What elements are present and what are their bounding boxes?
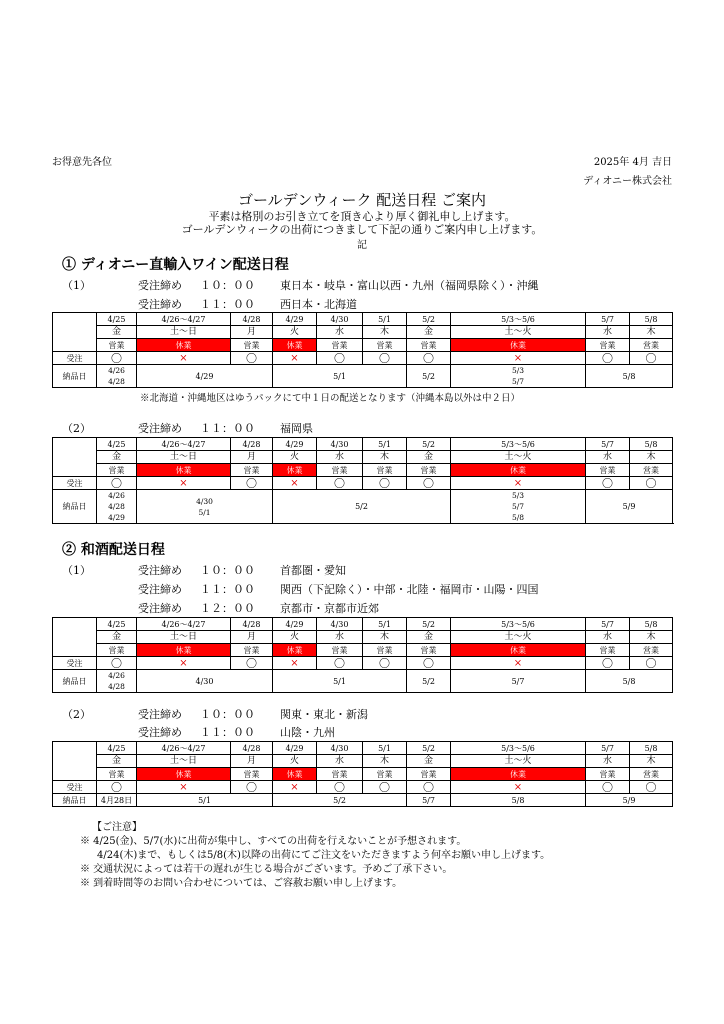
weekday-cell: 土～日 <box>137 451 231 464</box>
date-cell: 4/30 <box>317 742 363 755</box>
weekday-cell: 水 <box>317 631 363 644</box>
cutoff-time: １２：００ <box>200 602 255 615</box>
delivery-cell: 5/1 <box>273 670 407 693</box>
weekday-cell: 金 <box>97 755 137 768</box>
status-cell: 営業 <box>363 339 407 352</box>
status-cell: 営業 <box>97 768 137 781</box>
order-mark: 〇 <box>317 781 363 794</box>
date-cell: 4/26～4/27 <box>137 438 231 451</box>
order-mark: × <box>273 352 317 365</box>
weekday-cell: 金 <box>407 326 451 339</box>
date-cell: 4/29 <box>273 618 317 631</box>
status-cell-closed: 休業 <box>137 644 231 657</box>
status-cell-closed: 休業 <box>273 644 317 657</box>
order-mark: 〇 <box>317 477 363 490</box>
date-cell: 5/7 <box>586 618 630 631</box>
order-mark: 〇 <box>363 477 407 490</box>
note-line: ※ 交通状況によっては若干の遅れが生じる場合がございます。予めご了承下さい。 <box>80 864 453 875</box>
order-mark: 〇 <box>317 657 363 670</box>
weekday-cell: 月 <box>231 631 273 644</box>
delivery-cell: 5/2 <box>273 490 451 524</box>
delivery-cell: 5/8 <box>586 365 673 388</box>
delivery-cell: 5/8 <box>586 670 673 693</box>
order-mark: 〇 <box>407 657 451 670</box>
date-cell: 4/25 <box>97 618 137 631</box>
weekday-cell: 金 <box>407 631 451 644</box>
order-mark: 〇 <box>231 781 273 794</box>
date-cell: 4/30 <box>317 438 363 451</box>
notes-block <box>80 818 550 888</box>
order-mark: 〇 <box>630 352 673 365</box>
weekday-cell: 木 <box>363 326 407 339</box>
order-mark: 〇 <box>231 352 273 365</box>
delivery-cell: 4月28日 <box>97 794 137 807</box>
weekday-cell: 水 <box>586 631 630 644</box>
date-cell: 5/3～5/6 <box>451 438 586 451</box>
s1p2-num: （2） <box>62 422 91 435</box>
status-cell-closed: 休業 <box>137 339 231 352</box>
date-cell: 4/29 <box>273 742 317 755</box>
cutoff-label: 受注締め <box>138 298 182 311</box>
status-cell: 営業 <box>586 339 630 352</box>
order-mark: 〇 <box>317 352 363 365</box>
delivery-cell: 4/26 4/28 <box>97 670 137 693</box>
cutoff-label: 受注締め <box>138 602 182 615</box>
order-mark: × <box>451 781 586 794</box>
notes-heading: 【ご注意】 <box>92 822 142 833</box>
date-cell: 4/29 <box>273 438 317 451</box>
date-cell: 4/26～4/27 <box>137 742 231 755</box>
date-cell: 4/28 <box>231 438 273 451</box>
status-cell-closed: 休業 <box>273 339 317 352</box>
status-cell: 営業 <box>97 464 137 477</box>
s2p2-num: （2） <box>62 708 91 721</box>
order-mark: 〇 <box>97 657 137 670</box>
date-cell: 4/25 <box>97 438 137 451</box>
date-cell: 5/8 <box>630 313 673 326</box>
delivery-cell: 5/2 <box>273 794 407 807</box>
date-cell: 5/2 <box>407 438 451 451</box>
date-cell: 5/1 <box>363 742 407 755</box>
note-line: ※ 到着時間等のお問い合わせについては、ご容赦お願い申し上げます。 <box>80 878 403 889</box>
order-mark: 〇 <box>97 477 137 490</box>
section2-heading: ② 和酒配送日程 <box>62 542 165 558</box>
order-mark: × <box>273 477 317 490</box>
date-cell: 5/7 <box>586 438 630 451</box>
date-cell: 5/3～5/6 <box>451 313 586 326</box>
ki-mark: 記 <box>357 240 367 251</box>
weekday-cell: 月 <box>231 326 273 339</box>
order-mark: × <box>451 352 586 365</box>
order-mark: × <box>137 657 231 670</box>
weekday-cell: 土～火 <box>451 451 586 464</box>
status-cell: 営業 <box>363 644 407 657</box>
weekday-cell: 土～火 <box>451 755 586 768</box>
status-cell: 営業 <box>317 768 363 781</box>
schedule-table-s1p2 <box>52 437 673 524</box>
delivery-cell: 4/26 4/28 <box>97 365 137 388</box>
delivery-cell: 4/26 4/28 4/29 <box>97 490 137 524</box>
cutoff-label: 受注締め <box>138 708 182 721</box>
company-name: ディオニー株式会社 <box>583 176 672 187</box>
order-mark: 〇 <box>586 352 630 365</box>
status-cell: 営業 <box>231 339 273 352</box>
weekday-cell: 木 <box>363 631 407 644</box>
issue-date: 2025年 4月 吉日 <box>593 157 672 168</box>
cutoff-time: １１：００ <box>200 726 255 739</box>
order-mark: 〇 <box>586 477 630 490</box>
status-cell: 営業 <box>317 644 363 657</box>
order-mark: 〇 <box>231 477 273 490</box>
delivery-cell: 5/9 <box>586 490 673 524</box>
delivery-cell: 5/1 <box>273 365 407 388</box>
corner-cell <box>53 618 97 657</box>
delivery-cell: 5/2 <box>407 365 451 388</box>
date-cell: 4/25 <box>97 313 137 326</box>
cutoff-label: 受注締め <box>138 726 182 739</box>
order-mark: × <box>273 657 317 670</box>
delivery-cell: 5/7 <box>451 670 586 693</box>
date-cell: 4/28 <box>231 313 273 326</box>
weekday-cell: 水 <box>586 451 630 464</box>
delivery-cell: 4/30 5/1 <box>137 490 273 524</box>
order-mark: × <box>137 477 231 490</box>
weekday-cell: 土～日 <box>137 326 231 339</box>
delivery-cell: 5/3 5/7 <box>451 365 586 388</box>
delivery-cell: 5/1 <box>137 794 273 807</box>
delivery-cell: 5/2 <box>407 670 451 693</box>
corner-cell <box>53 742 97 781</box>
delivery-cell: 4/30 <box>137 670 273 693</box>
weekday-cell: 土～火 <box>451 326 586 339</box>
status-cell-closed: 休業 <box>137 768 231 781</box>
status-cell: 営業 <box>586 464 630 477</box>
status-cell: 営業 <box>231 768 273 781</box>
weekday-cell: 火 <box>273 326 317 339</box>
status-cell: 営業 <box>407 644 451 657</box>
order-mark: × <box>273 781 317 794</box>
date-cell: 4/30 <box>317 618 363 631</box>
status-cell: 営業 <box>630 644 673 657</box>
weekday-cell: 金 <box>97 451 137 464</box>
cutoff-area: 西日本・北海道 <box>280 298 357 311</box>
weekday-cell: 水 <box>317 755 363 768</box>
status-cell: 営業 <box>231 464 273 477</box>
delivery-label: 納品日 <box>53 365 97 388</box>
weekday-cell: 木 <box>630 631 673 644</box>
cutoff-label: 受注締め <box>138 564 182 577</box>
delivery-cell: 5/9 <box>586 794 673 807</box>
hokkaido-note: ※北海道・沖縄地区はゆうパックにて中１日の配送となります（沖縄本島以外は中２日） <box>140 393 521 404</box>
date-cell: 5/1 <box>363 438 407 451</box>
note-line: ※ 4/25(金)、5/7(水)に出荷が集中し、すべての出荷を行えないことが予想されます。 <box>80 836 467 847</box>
cutoff-area: 首都圏・愛知 <box>280 564 346 577</box>
status-cell: 営業 <box>407 768 451 781</box>
weekday-cell: 金 <box>407 755 451 768</box>
weekday-cell: 土～日 <box>137 631 231 644</box>
cutoff-area: 関東・東北・新潟 <box>280 708 368 721</box>
recipient: お得意先各位 <box>52 157 112 168</box>
weekday-cell: 木 <box>630 451 673 464</box>
order-mark: 〇 <box>630 657 673 670</box>
weekday-cell: 木 <box>630 326 673 339</box>
status-cell-closed: 休業 <box>451 768 586 781</box>
date-cell: 5/2 <box>407 618 451 631</box>
order-mark: × <box>451 477 586 490</box>
schedule-table-s2p1 <box>52 617 673 693</box>
date-cell: 5/1 <box>363 618 407 631</box>
status-cell-closed: 休業 <box>273 464 317 477</box>
order-mark: 〇 <box>407 781 451 794</box>
order-mark: 〇 <box>97 352 137 365</box>
date-cell: 5/2 <box>407 742 451 755</box>
date-cell: 5/8 <box>630 438 673 451</box>
delivery-label: 納品日 <box>53 490 97 524</box>
date-cell: 4/28 <box>231 742 273 755</box>
cutoff-label: 受注締め <box>138 422 182 435</box>
delivery-cell: 5/7 <box>407 794 451 807</box>
cutoff-time: １０：００ <box>200 708 255 721</box>
date-cell: 5/3～5/6 <box>451 742 586 755</box>
intro-line-2: ゴールデンウィークの出荷につきまして下記の通りご案内申し上げます。 <box>181 223 543 236</box>
section1-heading: ① ディオニー直輸入ワイン配送日程 <box>62 257 289 273</box>
order-mark: 〇 <box>586 781 630 794</box>
weekday-cell: 水 <box>317 326 363 339</box>
cutoff-area: 京都市・京都市近郊 <box>280 602 379 615</box>
cutoff-time: １０：００ <box>200 279 255 292</box>
date-cell: 5/7 <box>586 313 630 326</box>
cutoff-label: 受注締め <box>138 583 182 596</box>
weekday-cell: 水 <box>586 755 630 768</box>
note-line: 4/24(木)まで、もしくは5/8(木)以降の出荷にてご注文をいただきますよう何卒お願い申し上げます。 <box>97 850 551 861</box>
weekday-cell: 金 <box>97 326 137 339</box>
weekday-cell: 水 <box>317 451 363 464</box>
intro-line-1: 平素は格別のお引き立てを頂き心より厚く御礼申し上げます。 <box>208 210 516 223</box>
schedule-table-s1p1 <box>52 312 673 388</box>
order-mark: × <box>451 657 586 670</box>
status-cell: 営業 <box>97 339 137 352</box>
status-cell: 営業 <box>317 339 363 352</box>
order-mark: 〇 <box>97 781 137 794</box>
status-cell-closed: 休業 <box>137 464 231 477</box>
order-mark: 〇 <box>363 781 407 794</box>
schedule-table-s2p2 <box>52 741 673 807</box>
weekday-cell: 水 <box>586 326 630 339</box>
status-cell-closed: 休業 <box>451 644 586 657</box>
delivery-cell: 5/8 <box>451 794 586 807</box>
order-mark: 〇 <box>586 657 630 670</box>
weekday-cell: 木 <box>630 755 673 768</box>
order-mark: × <box>137 352 231 365</box>
order-label: 受注 <box>53 352 97 365</box>
cutoff-area: 東日本・岐阜・富山以西・九州（福岡県除く）・沖縄 <box>280 279 539 292</box>
cutoff-area: 関西（下記除く）・中部・北陸・福岡市・山陽・四国 <box>280 583 539 596</box>
weekday-cell: 木 <box>363 755 407 768</box>
weekday-cell: 月 <box>231 755 273 768</box>
weekday-cell: 金 <box>407 451 451 464</box>
page-title: ゴールデンウィーク 配送日程 ご案内 <box>237 191 487 209</box>
order-mark: 〇 <box>407 352 451 365</box>
order-label: 受注 <box>53 781 97 794</box>
corner-cell <box>53 313 97 352</box>
date-cell: 4/25 <box>97 742 137 755</box>
s2p1-num: （1） <box>62 564 91 577</box>
s1p1-num: （1） <box>62 279 91 292</box>
status-cell: 営業 <box>363 464 407 477</box>
delivery-cell: 5/3 5/7 5/8 <box>451 490 586 524</box>
status-cell: 営業 <box>586 768 630 781</box>
delivery-cell: 4/29 <box>137 365 273 388</box>
status-cell: 営業 <box>231 644 273 657</box>
status-cell: 営業 <box>317 464 363 477</box>
weekday-cell: 金 <box>97 631 137 644</box>
cutoff-area: 福岡県 <box>280 422 313 435</box>
status-cell: 営業 <box>407 339 451 352</box>
order-mark: 〇 <box>231 657 273 670</box>
cutoff-time: １０：００ <box>200 564 255 577</box>
date-cell: 5/8 <box>630 618 673 631</box>
cutoff-area: 山陰・九州 <box>280 726 335 739</box>
cutoff-label: 受注締め <box>138 279 182 292</box>
weekday-cell: 土～日 <box>137 755 231 768</box>
delivery-label: 納品日 <box>53 670 97 693</box>
order-label: 受注 <box>53 477 97 490</box>
date-cell: 5/1 <box>363 313 407 326</box>
date-cell: 4/26～4/27 <box>137 313 231 326</box>
status-cell-closed: 休業 <box>451 339 586 352</box>
date-cell: 5/8 <box>630 742 673 755</box>
status-cell: 営業 <box>630 768 673 781</box>
cutoff-time: １１：００ <box>200 298 255 311</box>
status-cell: 営業 <box>97 644 137 657</box>
weekday-cell: 火 <box>273 451 317 464</box>
status-cell: 営業 <box>630 339 673 352</box>
date-cell: 5/3～5/6 <box>451 618 586 631</box>
order-mark: × <box>137 781 231 794</box>
order-mark: 〇 <box>630 781 673 794</box>
corner-cell <box>53 438 97 477</box>
date-cell: 4/30 <box>317 313 363 326</box>
date-cell: 5/2 <box>407 313 451 326</box>
cutoff-time: １１：００ <box>200 422 255 435</box>
delivery-label: 納品日 <box>53 794 97 807</box>
date-cell: 4/29 <box>273 313 317 326</box>
status-cell-closed: 休業 <box>451 464 586 477</box>
date-cell: 4/26～4/27 <box>137 618 231 631</box>
order-mark: 〇 <box>363 657 407 670</box>
order-label: 受注 <box>53 657 97 670</box>
status-cell: 営業 <box>586 644 630 657</box>
date-cell: 4/28 <box>231 618 273 631</box>
status-cell: 営業 <box>363 768 407 781</box>
status-cell: 営業 <box>407 464 451 477</box>
weekday-cell: 月 <box>231 451 273 464</box>
weekday-cell: 火 <box>273 755 317 768</box>
order-mark: 〇 <box>630 477 673 490</box>
order-mark: 〇 <box>407 477 451 490</box>
weekday-cell: 木 <box>363 451 407 464</box>
order-mark: 〇 <box>363 352 407 365</box>
date-cell: 5/7 <box>586 742 630 755</box>
status-cell-closed: 休業 <box>273 768 317 781</box>
weekday-cell: 土～火 <box>451 631 586 644</box>
cutoff-time: １１：００ <box>200 583 255 596</box>
weekday-cell: 火 <box>273 631 317 644</box>
status-cell: 営業 <box>630 464 673 477</box>
